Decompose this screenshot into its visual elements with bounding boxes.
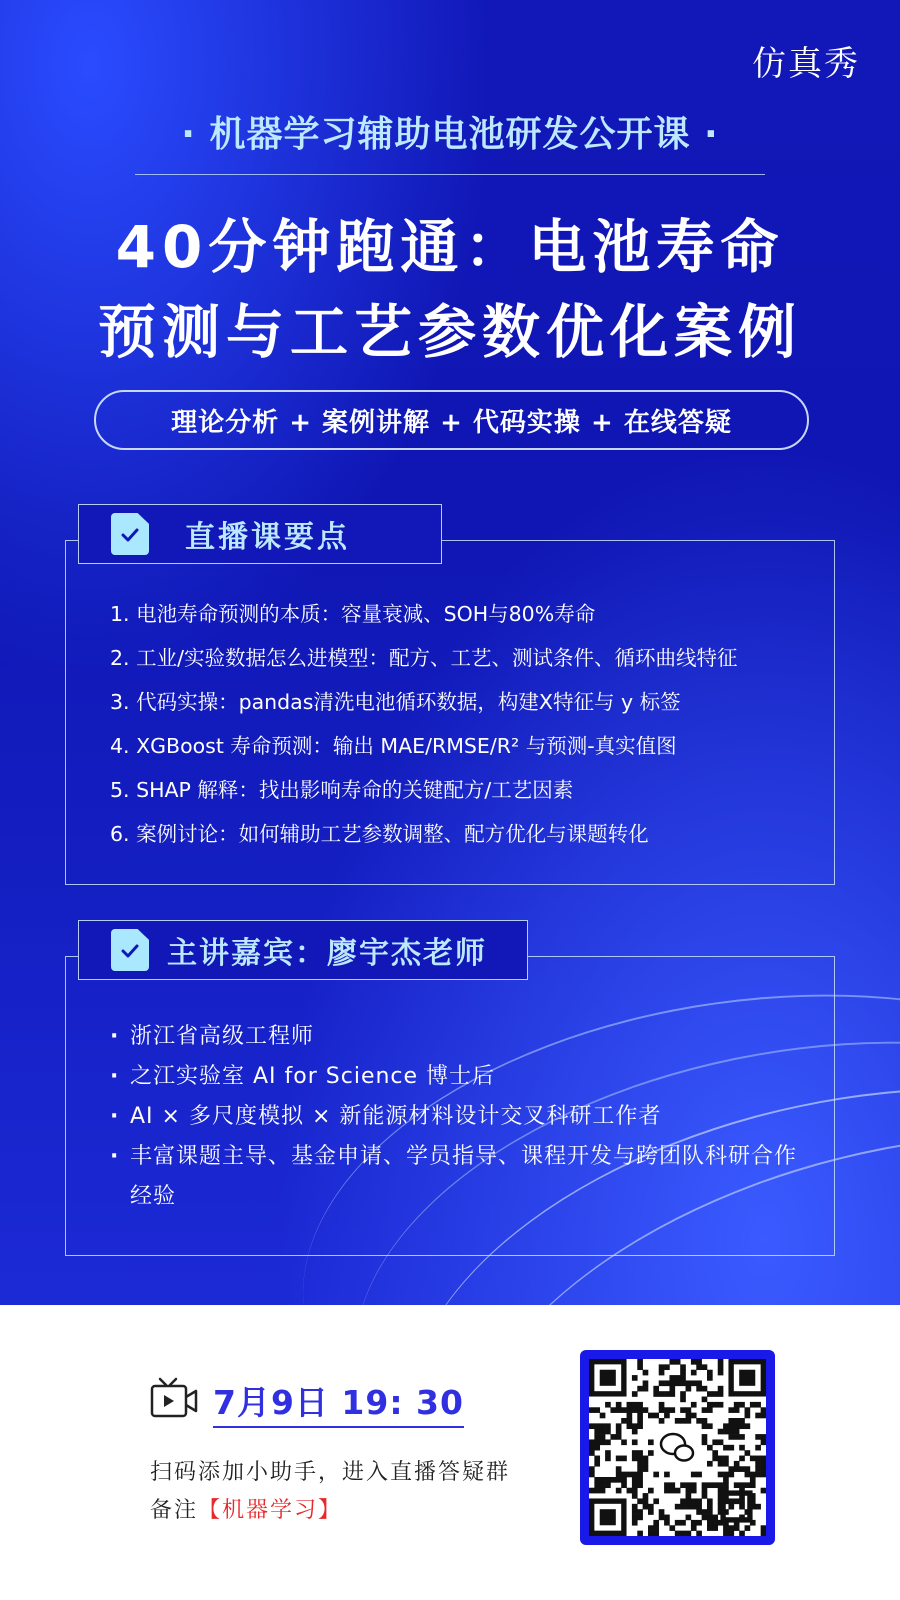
title-divider [135,174,765,175]
qr-code-image [589,1359,766,1536]
scan-instruction: 扫码添加小助手，进入直播答疑群 [150,1460,511,1485]
document-check-icon [111,513,149,555]
qr-code[interactable] [580,1350,775,1545]
speaker-bio-list [110,1017,810,1217]
remark-prefix: 备注 [150,1498,199,1523]
wechat-icon [658,1428,698,1468]
headline-line-1: 40分钟跑通：电池寿命 [115,213,785,281]
remark-instruction [150,1493,342,1524]
highlights-title: 直播课要点 [185,520,350,555]
headline-line-2: 预测与工艺参数优化案例 [97,298,802,366]
speaker-title: 主讲嘉宾：廖宇杰老师 [167,936,487,971]
list-item: · 丰富课题主导、基金申请、学员指导、课程开发与跨团队科研合作经验 [110,1137,810,1217]
event-datetime: 7月9日 19: 30 [213,1377,464,1428]
list-item: · 之江实验室 AI for Science 博士后 [110,1057,810,1097]
list-item: 5. SHAP 解释：找出影响寿命的关键配方/工艺因素 [110,778,574,802]
highlights-header [78,504,442,564]
list-item: · 浙江省高级工程师 [110,1017,810,1057]
speaker-header [78,920,528,980]
list-item: 6. 案例讨论：如何辅助工艺参数调整、配方优化与课题转化 [110,822,649,846]
list-item: 2. 工业/实验数据怎么进模型：配方、工艺、测试条件、循环曲线特征 [110,646,738,670]
list-item: · AI × 多尺度模拟 × 新能源材料设计交叉科研工作者 [110,1097,810,1137]
document-check-icon [111,929,149,971]
live-video-icon [150,1375,198,1423]
brand-logo: 仿真秀 [752,44,860,84]
remark-keyword: 【机器学习】 [198,1498,343,1523]
course-subtitle: · 机器学习辅助电池研发公开课 · [181,114,719,155]
tagline-pill: 理论分析 + 案例讲解 + 代码实操 + 在线答疑 [94,390,809,450]
list-item: 3. 代码实操：pandas清洗电池循环数据，构建X特征与 y 标签 [110,690,681,714]
highlights-list [110,598,830,862]
list-item: 4. XGBoost 寿命预测：输出 MAE/RMSE/R² 与预测-真实值图 [110,734,677,758]
list-item: 1. 电池寿命预测的本质：容量衰减、SOH与80%寿命 [110,602,596,626]
